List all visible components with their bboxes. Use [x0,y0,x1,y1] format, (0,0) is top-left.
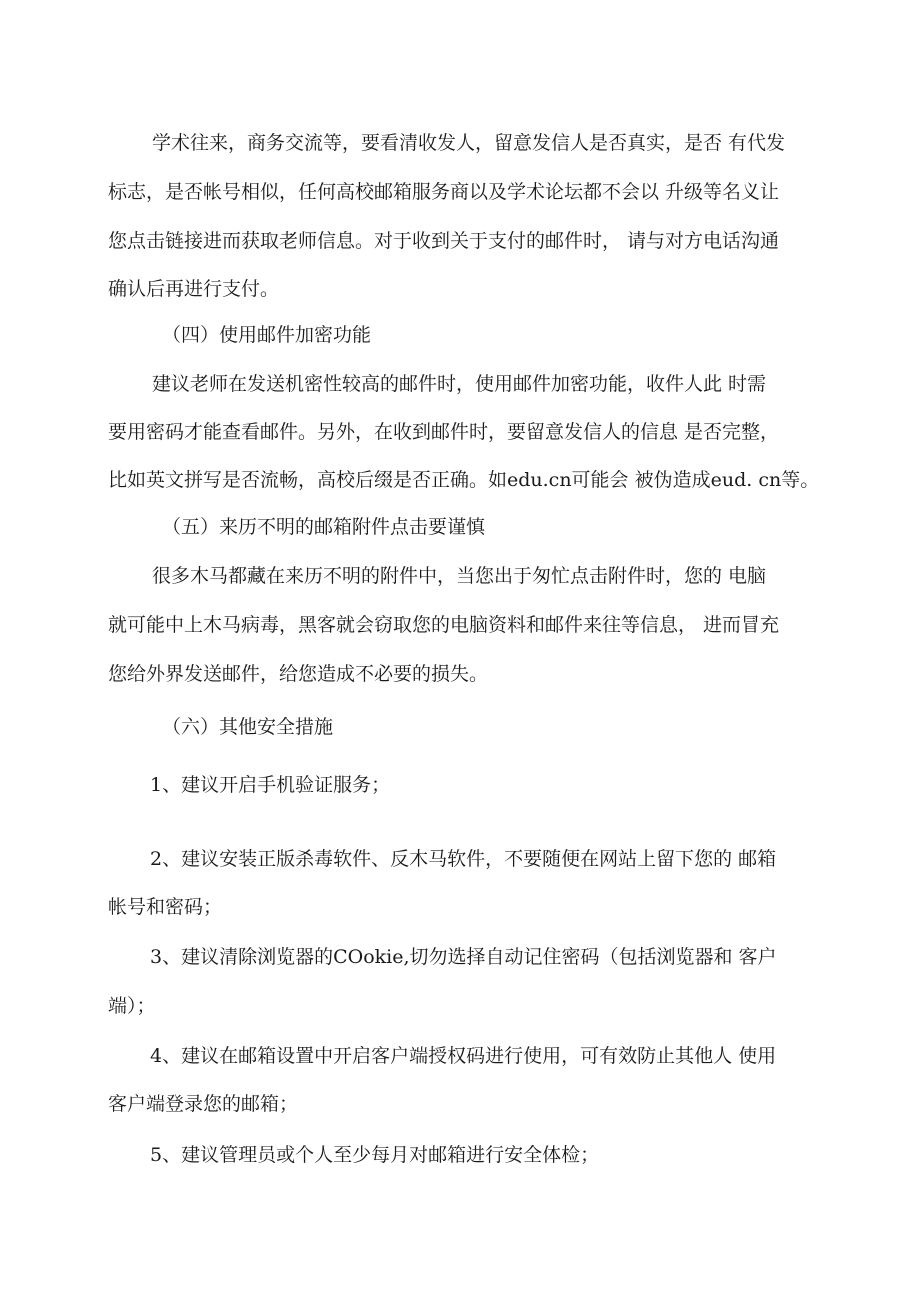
paragraph-2-line-3: 比如英文拼写是否流畅，高校后缀是否正确。如edu.cn可能会 被伪造成eud. cn等。 [108,469,820,491]
list-item-1: 1、建议开启手机验证服务； [150,774,391,796]
paragraph-3-line-1: 很多木马都藏在来历不明的附件中，当您出于匆忙点击附件时，您的 电脑 [152,565,767,587]
list-item-5: 5、建议管理员或个人至少每月对邮箱进行安全体检； [150,1144,600,1166]
list-item-4-line-2: 客户端登录您的邮箱； [108,1093,299,1115]
paragraph-2-line-2: 要用密码才能查看邮件。另外，在收到邮件时，要留意发信人的信息 是否完整， [108,421,780,443]
paragraph-3-line-3: 您给外界发送邮件，给您造成不必要的损失。 [108,663,489,685]
paragraph-1-line-2: 标志，是否帐号相似，任何高校邮箱服务商以及学术论坛都不会以 升级等名义让 [108,181,780,203]
section-heading-6: （六）其他安全措施 [162,716,334,738]
list-item-2-line-2: 帐号和密码； [108,896,223,918]
paragraph-3-line-2: 就可能中上木马病毒，黑客就会窃取您的电脑资料和邮件来往等信息， 进而冒充 [108,614,780,636]
paragraph-1-line-3: 您点击链接进而获取老师信息。对于收到关于支付的邮件时， 请与对方电话沟通 [108,230,780,252]
paragraph-2-line-1: 建议老师在发送机密性较高的邮件时，使用邮件加密功能，收件人此 时需 [152,373,767,395]
paragraph-1-line-4: 确认后再进行支付。 [108,278,280,300]
list-item-3-line-2: 端）； [108,995,156,1017]
list-item-2-line-1: 2、建议安装正版杀毒软件、反木马软件，不要随便在网站上留下您的 邮箱 [150,848,777,870]
section-heading-4: （四）使用邮件加密功能 [162,324,372,346]
section-heading-5: （五）来历不明的邮箱附件点击要谨慎 [162,516,486,538]
paragraph-1-line-1: 学术往来，商务交流等，要看清收发人，留意发信人是否真实，是否 有代发 [152,132,786,154]
list-item-3-line-1: 3、建议清除浏览器的COokie,切勿选择自动记住密码（包括浏览器和 客户 [150,946,777,968]
list-item-4-line-1: 4、建议在邮箱设置中开启客户端授权码进行使用，可有效防止其他人 使用 [150,1045,777,1067]
